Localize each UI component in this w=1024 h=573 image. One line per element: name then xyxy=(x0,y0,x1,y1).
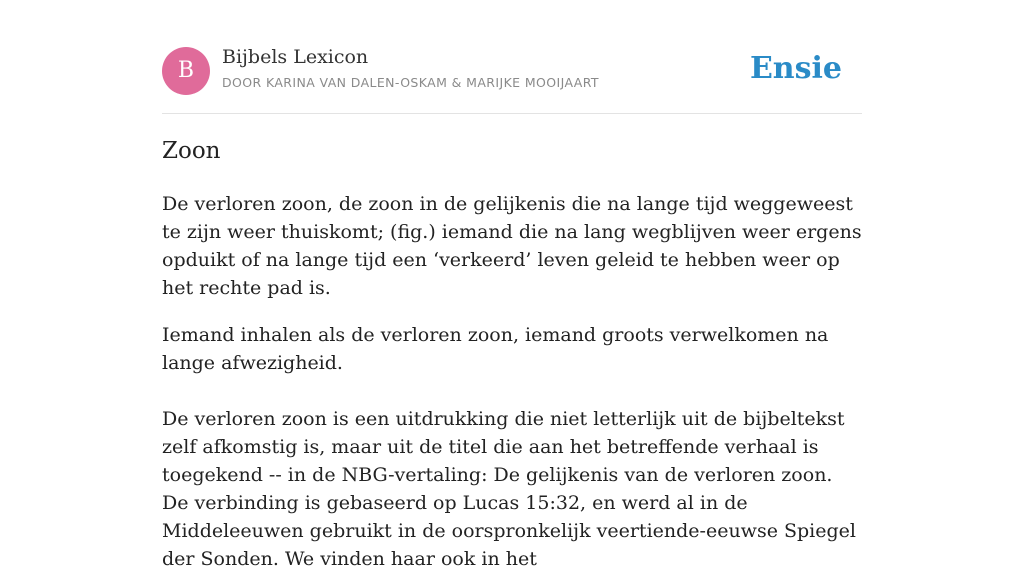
book-authors: DOOR KARINA VAN DALEN-OSKAM & MARIJKE MOOIJAART xyxy=(222,75,599,90)
entry-title: Zoon xyxy=(162,138,221,164)
book-avatar[interactable]: B xyxy=(162,47,210,95)
entry-paragraph-idiom: Iemand inhalen als de verloren zoon, iemand groots verwelkomen na lange afwezigheid. xyxy=(162,324,829,374)
book-title[interactable]: Bijbels Lexicon xyxy=(222,46,369,68)
entry-paragraph-definition: De verloren zoon, de zoon in de gelijkenis die na lange tijd weggeweest te zijn weer thuiskomt; (fig.) iemand die na lang wegblijven weer ergens opduikt of na lange tijd een ‘verkeerd’ leven geleid te hebben weer op het rechte pad is. xyxy=(162,193,862,299)
entry-paragraph-explanation: De verloren zoon is een uitdrukking die niet letterlijk uit de bijbeltekst zelf afkomstig is, maar uit de titel die aan het betreffende verhaal is toegekend -- in de NBG-vertaling: De gelijkenis van de verloren zoon. De verbinding is gebaseerd op Lucas 15:32, en werd al in de Middeleeuwen gebruikt in de oorspronkelijk veertiende-eeuwse Spiegel der Sonden. We vinden haar ook in het xyxy=(162,408,856,570)
entry-content xyxy=(162,190,862,573)
page-container xyxy=(162,0,862,570)
header xyxy=(162,0,862,114)
brand-logo[interactable]: Ensie xyxy=(749,51,842,86)
